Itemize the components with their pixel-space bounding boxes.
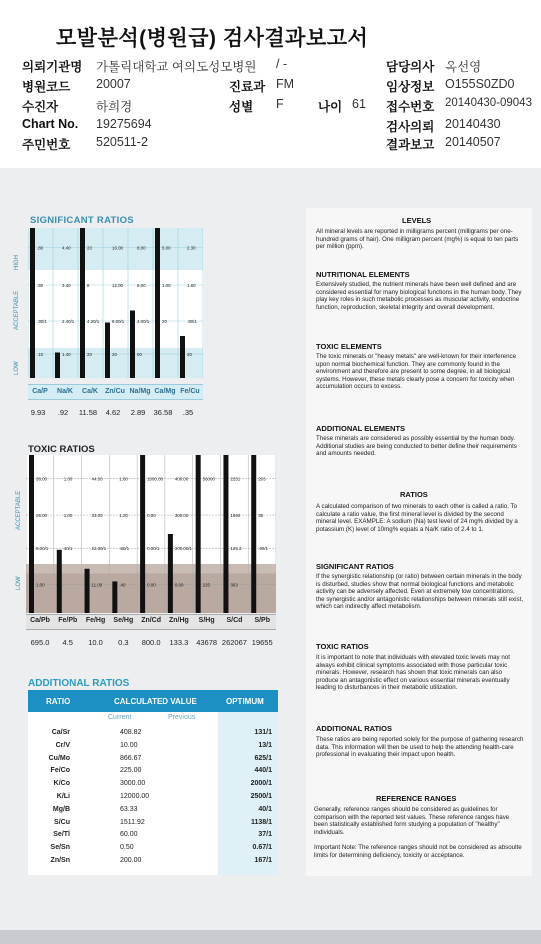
tox-bar-fe-hg (85, 569, 90, 613)
sig-category-label: Zn/Cu (105, 388, 125, 395)
sig-value-label: 36.58 (153, 408, 173, 417)
tox-tick-label: 1000.00 (147, 476, 163, 482)
additional-row (28, 856, 278, 868)
institution-label: 의뢰기관명 (22, 60, 83, 74)
sig-zone-acceptable (28, 270, 203, 348)
sub-previous: Previous (168, 714, 196, 721)
sig-bar-fe-cu (180, 336, 185, 378)
tox-value-label: 43678 (196, 638, 218, 647)
sig-bar-zn-cu (105, 323, 110, 379)
result-label: 결과보고 (386, 138, 435, 152)
toxic-ratios-title: TOXIC RATIOS (28, 444, 95, 455)
id-value: 520511-2 (96, 135, 148, 149)
clinical-value: O155S0ZD0 (445, 77, 515, 91)
additional-row (28, 818, 278, 830)
tox-tick-label: 8.00/1 (36, 546, 49, 552)
tox-tick-label: 200.00/1 (174, 546, 192, 552)
significant-heading: SIGNIFICANT RATIOS (316, 562, 394, 571)
dept-value: FM (276, 77, 295, 91)
current-value: 3000.00 (120, 780, 146, 788)
sig-tick-label: 1.60 (187, 283, 196, 288)
sig-tick-label: 4.20/1 (87, 319, 100, 324)
tox-value-label: 800.0 (141, 638, 161, 647)
tox-bar-s-cd (223, 455, 228, 613)
sig-tick-label: 8.00 (137, 245, 146, 251)
sig-value-label: 11.58 (78, 408, 98, 417)
doctor-value: 옥선영 (445, 60, 482, 74)
sig-tick-label: .30/1 (37, 319, 47, 324)
tox-bar-s-pb (251, 455, 256, 613)
additional-row (28, 843, 278, 855)
current-value: 0.50 (120, 844, 134, 852)
sig-value-label: 2.89 (130, 408, 146, 417)
result-value: 20140507 (445, 135, 501, 149)
sig-category-label: Ca/Mg (154, 388, 176, 395)
additional-row (28, 805, 278, 817)
tox-zone-transition (26, 564, 276, 573)
sig-tick-label: 00 (137, 352, 142, 357)
sig-tick-label: 4.00/1 (137, 319, 150, 324)
sig-bar-ca-k (80, 228, 85, 378)
optimum-value: 131/1 (254, 729, 272, 736)
tox-tick-label: 300.00 (174, 513, 189, 519)
optimum-value: 440/1 (254, 767, 272, 775)
receipt-label: 접수번호 (386, 100, 435, 114)
clinical-label: 임상정보 (386, 80, 435, 94)
optimum-value: 167/1 (254, 857, 272, 864)
sig-tick-label: .80 (37, 245, 44, 251)
nutritional-heading: NUTRITIONAL ELEMENTS (316, 270, 410, 279)
chart-no-value: 19275694 (96, 117, 152, 131)
sig-tick-label: 2.30 (187, 245, 196, 251)
current-value: 1511.92 (120, 818, 145, 826)
tox-value-label: 19655 (251, 638, 273, 647)
sig-tick-label: 12.00 (112, 283, 123, 288)
sig-tick-label: 20 (112, 352, 117, 357)
request-label: 검사의뢰 (386, 120, 435, 134)
age-value: 61 (352, 97, 366, 111)
optimum-value: 0.67/1 (252, 844, 272, 852)
tox-tick-label: .40 (119, 582, 126, 588)
current-value: 63.33 (120, 805, 138, 813)
sig-tick-label: 8.00/1 (112, 319, 125, 324)
optimum-value: 2500/1 (250, 793, 272, 800)
tox-tick-label: 225 (202, 582, 210, 588)
tox-tick-label: .00/1 (258, 546, 268, 552)
tox-category-label: Fe/Pb (58, 617, 78, 624)
reference-heading: REFERENCE RANGES (376, 794, 457, 803)
explanation-panel (306, 208, 532, 876)
additional-text: These minerals are considered as possibly essential by the human body. Additional studies are being conducted to better define their requirements and amounts needed. (316, 435, 517, 458)
current-value: 200.00 (120, 857, 142, 864)
ratio-name: K/Li (56, 793, 70, 800)
tox-bar-zn-cd (140, 455, 145, 613)
scan-bottom-edge (0, 930, 541, 944)
significant-ratios-title: SIGNIFICANT RATIOS (30, 215, 134, 226)
tox-tick-label: 0.00/1 (147, 546, 160, 552)
additional-table-header (28, 690, 278, 712)
sig-tick-label: 1.40 (62, 352, 71, 357)
ratio-name: Fe/Co (50, 767, 70, 775)
tox-tick-label: 400.00 (174, 476, 189, 482)
head-ratio: RATIO (46, 697, 71, 706)
tox-value-label: 133.3 (169, 638, 189, 647)
current-value: 12000.00 (120, 793, 150, 800)
tox-value-label: 262067 (221, 638, 247, 647)
tox-value-label: 10.0 (88, 638, 103, 647)
current-value: 10.00 (120, 741, 138, 749)
hospital-code-label: 병원코드 (22, 80, 71, 94)
nutritional-text: Extensively studied, the nutrient minerals have been well defined and are considered essential for many biological functions in the human body. They play key roles in such metabolic processes as muscular activity, endocrine function, reproduction, skeletal integrity and overall development. (316, 281, 522, 311)
additional-row (28, 792, 278, 804)
toxic-heading: TOXIC ELEMENTS (316, 342, 382, 351)
ratio-name: Mg/B (52, 805, 70, 813)
important-note: Important Note: The reference ranges should not be considered as absoulte limits for determining deficiency, toxicity or acceptance. (314, 844, 522, 859)
tox-tick-label: 40/1 (63, 546, 73, 552)
tox-tick-label: 1.20 (119, 513, 128, 519)
additional-ratios-text: These ratios are being reported solely for the purpose of gathering research data. This information will then be used to help the attending health-care professional in evaluating their impact upon health. (316, 736, 524, 759)
tox-tick-label: 125.3 (230, 546, 242, 552)
tox-tick-label: 1.80 (63, 476, 73, 482)
additional-ratios-heading: ADDITIONAL RATIOS (316, 724, 392, 733)
optimum-value: 625/1 (254, 754, 272, 762)
ratio-name: Ca/Sr (51, 729, 70, 736)
tox-category-label: Fe/Hg (85, 617, 106, 624)
tox-tick-label: 11.00 (91, 582, 103, 588)
tox-tick-label: 38.00 (36, 476, 47, 482)
tox-tick-label: 2251 (230, 476, 241, 482)
additional-row (28, 741, 278, 753)
sig-side-low: LOW (14, 361, 20, 375)
optimum-value: 37/1 (258, 831, 272, 839)
tox-side-acceptable: ACCEPTABLE (16, 490, 22, 530)
tox-tick-label: 35 (258, 513, 264, 519)
tox-category-label: Zn/Hg (168, 617, 189, 624)
sig-category-label: Na/K (57, 388, 73, 395)
tox-category-label: Ca/Pb (30, 617, 50, 624)
additional-heading: ADDITIONAL ELEMENTS (316, 424, 406, 433)
current-value: 60.00 (120, 831, 138, 839)
tox-tick-label: 0.00 (174, 582, 184, 588)
tox-bar-zn-hg (168, 534, 173, 613)
tox-tick-label: 56000 (202, 476, 215, 482)
optimum-value: 1138/1 (250, 818, 272, 826)
tox-bar-fe-pb (57, 550, 62, 613)
sig-value-label: 9.93 (30, 408, 46, 417)
id-label: 주민번호 (22, 138, 71, 152)
sig-tick-label: 16.00 (112, 245, 123, 251)
toxic-ratios-heading: TOXIC RATIOS (316, 642, 369, 651)
sig-bar-ca-p (30, 228, 35, 378)
sig-tick-label: .50 (37, 283, 44, 288)
toxic-ratios-text: It is important to note that individuals with elevated toxic levels may not always exhibit clinical symptoms associated with those particular toxic minerals. However, research has shown that toxic minerals can also produce an antagonistic effect on various essential minerals eventually leading to disturbances in their metabolic utilization. (316, 654, 510, 692)
sig-tick-label: 5.00 (162, 245, 171, 251)
optimum-value: 40/1 (258, 805, 272, 813)
head-optimum: OPTIMUM (226, 697, 264, 706)
institution-value: 가톨릭대학교 여의도성모병원 (96, 60, 257, 74)
tox-value-label: 0.3 (118, 638, 129, 647)
additional-row (28, 830, 278, 842)
tox-value-label: 4.5 (62, 638, 73, 647)
head-calculated: CALCULATED VALUE (114, 697, 197, 706)
tox-tick-label: 1.60 (119, 476, 128, 482)
sig-tick-label: 20 (87, 352, 92, 357)
sex-value: F (276, 97, 284, 111)
levels-heading: LEVELS (402, 216, 432, 225)
tox-tick-label: 1660 (230, 513, 241, 519)
tox-tick-label: 33.00 (91, 513, 103, 519)
tox-category-label: S/Pb (254, 617, 270, 624)
tox-side-low: LOW (16, 576, 22, 590)
ratios-text: A calculated comparison of two minerals to each other is called a ratio. To calculate a ratio value, the first mineral level is divided by the second mineral level. EXAMPLE: A sodium (Na) test level of 24 mg% divided by a potassium (K) level of 10mg% equals a Na/K ratio of 2.4 to 1. (316, 503, 518, 533)
tox-tick-label: 26.00 (36, 513, 47, 519)
tox-tick-label: 44.00 (91, 476, 103, 482)
ratio-name: Cr/V (55, 741, 70, 749)
additional-row (28, 766, 278, 778)
ratio-name: K/Co (53, 780, 70, 788)
dept-label: 진료과 (229, 80, 266, 94)
sig-category-label: Na/Mg (129, 388, 151, 395)
sig-bar-na-k (55, 353, 60, 379)
additional-ratios-title: ADDITIONAL RATIOS (28, 678, 130, 689)
significant-ratios-chart (28, 228, 203, 378)
tox-tick-label: .80/1 (119, 546, 130, 552)
tox-bar-ca-pb (29, 455, 34, 613)
tox-tick-label: 0.00 (147, 582, 156, 588)
sex-label: 성별 (229, 100, 254, 114)
tox-bar-s-hg (196, 455, 201, 613)
ratio-name: Zn/Sn (50, 857, 70, 864)
tox-tick-label: 363 (230, 582, 238, 588)
report-header (0, 0, 541, 160)
request-value: 20140430 (445, 117, 501, 131)
sig-category-label: Ca/P (32, 388, 48, 395)
sig-tick-label: 20 (87, 245, 92, 251)
ratio-name: Se/Tl (53, 831, 70, 839)
tox-tick-label: 203 (258, 476, 266, 482)
ratio-name: Cu/Mo (48, 754, 70, 762)
ratio-name: Se/Sn (50, 844, 70, 852)
patient-label: 수진자 (22, 100, 59, 114)
current-value: 225.00 (120, 767, 142, 775)
sig-tick-label: 20 (162, 319, 167, 324)
tox-tick-label: 1.00 (36, 582, 45, 588)
sig-tick-label: 8 (87, 283, 90, 288)
additional-row (28, 728, 278, 740)
sig-value-label: .35 (182, 408, 194, 417)
sig-value-label: 4.62 (105, 408, 121, 417)
report-title: 모발분석(병원급) 검사결과보고서 (56, 27, 369, 50)
tox-category-label: S/Cd (226, 617, 243, 624)
toxic-text: The toxic minerals or "heavy metals" are well-known for their interference upon normal biochemical function. They are commonly found in the environment and therefore are present to some degree, in all biological systems. However, these metals clearly pose a concern for toxicity when accumulation occurs to excess. (316, 353, 517, 391)
additional-row (28, 754, 278, 766)
significant-text: If the synergistic relationship (or ratio) between certain minerals in the body is disturbed, studies show that normal biological functions and metabolic activity can be adversely affected. Even at extremely low concentrations, the synergistic and/or antagonistic relationships between minerals still exist, which can indirectly affect metabolism. (316, 573, 524, 611)
tox-bar-se-hg (112, 581, 117, 613)
tox-category-label: Se/Hg (113, 617, 134, 624)
tox-tick-label: 0.00 (147, 513, 156, 519)
sig-tick-label: 1.00 (162, 283, 171, 288)
tox-category-label: Zn/Cd (141, 617, 162, 624)
ratios-heading: RATIOS (400, 490, 428, 499)
sig-tick-label: .10 (37, 352, 44, 357)
sig-tick-label: 2.40/1 (62, 319, 75, 324)
sig-tick-label: 3.40 (62, 283, 71, 288)
optimum-value: 2000/1 (250, 780, 272, 788)
tox-category-label: S/Hg (198, 617, 215, 624)
sig-tick-label: 6.00 (137, 283, 146, 288)
chart-no-label: Chart No. (22, 117, 79, 131)
hospital-code-value: 20007 (96, 77, 131, 91)
patient-value: 하희경 (96, 100, 133, 114)
additional-row (28, 779, 278, 791)
sub-current: Current (108, 714, 132, 721)
levels-text: All mineral levels are reported in milligrams percent (milligrams per one-hundred grams of hair). One milligram percent (mg%) is equal to ten parts per million (ppm). (316, 228, 519, 251)
sig-value-label: .92 (57, 408, 69, 417)
sig-tick-label: .90/1 (187, 319, 197, 324)
receipt-value: 20140430-09043 (445, 97, 532, 109)
sig-tick-label: 20 (187, 352, 192, 357)
sig-side-acceptable: ACCEPTABLE (14, 290, 20, 330)
institution-extra: / - (276, 57, 288, 71)
reference-text: Generally, reference ranges should be considered as guidelines for comparison with the reported test values. These reference ranges have been statistically established form studying a population of "healthy" individuals. (314, 806, 510, 836)
ratio-name: S/Cu (54, 818, 70, 826)
sig-tick-label: 4.40 (62, 245, 71, 251)
sig-category-label: Ca/K (82, 388, 98, 395)
additional-ratios-table (28, 690, 278, 875)
sig-category-label: Fe/Cu (180, 388, 200, 395)
optimum-value: 13/1 (258, 741, 272, 749)
tox-value-label: 695.0 (30, 638, 50, 647)
sig-bar-ca-mg (155, 228, 160, 378)
sig-side-high: HIGH (14, 255, 20, 270)
sig-bar-na-mg (130, 311, 135, 379)
doctor-label: 담당의사 (386, 60, 435, 74)
toxic-ratios-chart (26, 455, 276, 613)
tox-tick-label: 1.00 (63, 513, 73, 519)
current-value: 408.82 (120, 729, 142, 736)
tox-tick-label: 22.00/1 (91, 546, 107, 552)
age-label: 나이 (318, 100, 343, 114)
current-value: 866.67 (120, 754, 142, 762)
